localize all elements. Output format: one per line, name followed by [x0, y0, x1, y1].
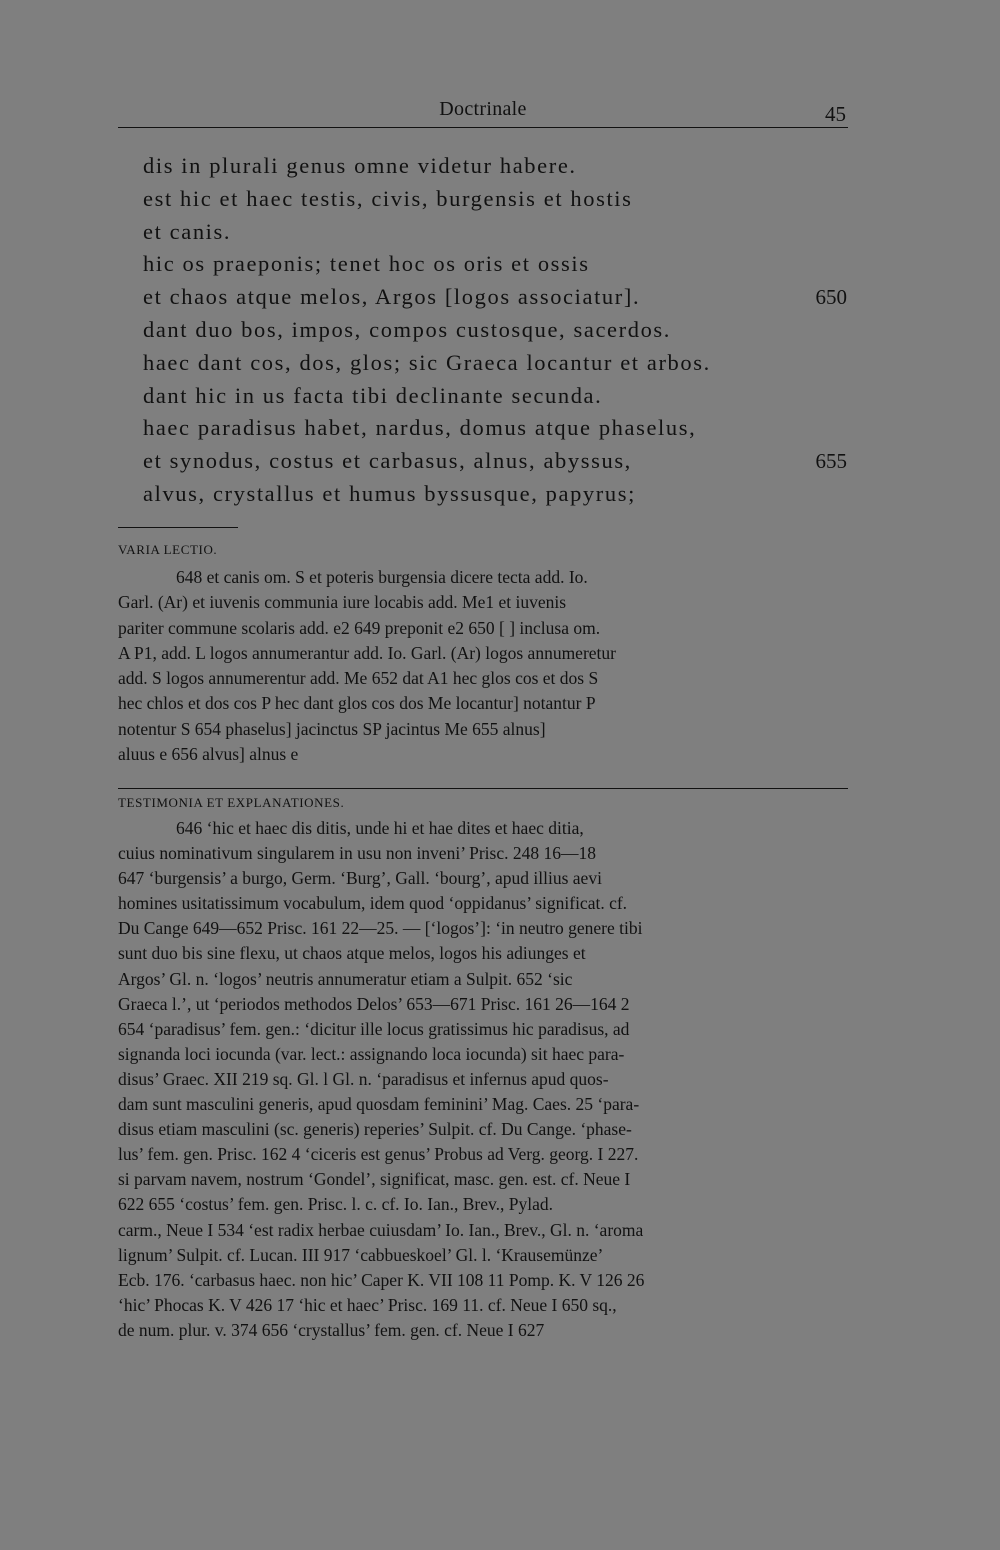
verse-number: 650: [815, 285, 847, 310]
note-line: lus’ fem. gen. Prisc. 162 4 ‘ciceris est genus’ Probus ad Verg. georg. I 227.: [118, 1144, 639, 1165]
note-line: pariter commune scolaris add. e2 649 preponit e2 650 [ ] inclusa om.: [118, 617, 601, 638]
verse-line: [143, 478, 853, 511]
verse-line: [143, 183, 853, 216]
apparatus-divider: [118, 527, 238, 528]
note-line: 647 ‘burgensis’ a burgo, Germ. ‘Burg’, Gall. ‘bourg’, apud illius aevi: [118, 868, 602, 889]
note-line: lignum’ Sulpit. cf. Lucan. III 917 ‘cabbueskoel’ Gl. l. ‘Krausemünze’: [118, 1244, 604, 1265]
verse-text: [143, 150, 853, 511]
varia-lectio-heading: VARIA LECTIO.: [118, 542, 218, 557]
page-number: 45: [825, 102, 846, 126]
note-line: hec chlos et dos cos P hec dant glos cos dos Me locantur] notantur P: [118, 693, 596, 714]
verse-line: [143, 445, 853, 478]
verse-line: [143, 150, 853, 183]
header-rule: [118, 127, 848, 128]
note-line: 622 655 ‘costus’ fem. gen. Prisc. l. c. cf. Io. Ian., Brev., Pylad.: [118, 1194, 553, 1215]
note-line: add. S logos annumerentur add. Me 652 dat A1 hec glos cos et dos S: [118, 668, 599, 689]
running-head: [118, 94, 848, 128]
note-line: 646 ‘hic et haec dis ditis, unde hi et hae dites et haec ditia,: [176, 818, 584, 838]
verse-text-line: haec paradisus habet, nardus, domus atque phaselus,: [143, 415, 697, 441]
verse-text-line: et synodus, costus et carbasus, alnus, abyssus,: [143, 448, 632, 474]
verse-text-line: dant duo bos, impos, compos custosque, sacerdos.: [143, 316, 671, 342]
note-line: cuius nominativum singularem in usu non inveni’ Prisc. 248 16—18: [118, 843, 596, 864]
verse-line: [143, 380, 853, 413]
note-line: disus’ Graec. XII 219 sq. Gl. l Gl. n. ‘paradisus et infernus apud quos-: [118, 1068, 609, 1089]
verse-line: [143, 248, 853, 281]
verse-text-line: hic os praeponis; tenet hoc os oris et ossis: [143, 251, 590, 277]
verse-text-line: dant hic in us facta tibi declinante secunda.: [143, 382, 603, 408]
note-line: disus etiam masculini (sc. generis) reperies’ Sulpit. cf. Du Cange. ‘phase-: [118, 1119, 632, 1140]
note-line: dam sunt masculini generis, apud quosdam feminini’ Mag. Caes. 25 ‘para-: [118, 1094, 640, 1115]
note-line: Argos’ Gl. n. ‘logos’ neutris annumeratur etiam a Sulpit. 652 ‘sic: [118, 968, 573, 989]
running-title: Doctrinale: [439, 98, 527, 120]
note-line: notentur S 654 phaselus] jacinctus SP jacintus Me 655 alnus]: [118, 718, 546, 739]
verse-text-line: est hic et haec testis, civis, burgensis et hostis: [143, 185, 633, 211]
varia-lectio-notes: [118, 565, 848, 767]
note-line: A P1, add. L logos annumerantur add. Io. Garl. (Ar) logos annumeretur: [118, 642, 616, 663]
testimonia-heading: TESTIMONIA ET EXPLANATIONES.: [118, 795, 345, 810]
note-line: de num. plur. v. 374 656 ‘crystallus’ fem. gen. cf. Neue I 627: [118, 1319, 545, 1340]
note-line: 654 ‘paradisus’ fem. gen.: ‘dicitur ille locus gratissimus hic paradisus, ad: [118, 1018, 630, 1039]
note-line: Du Cange 649—652 Prisc. 161 22—25. — [‘logos’]: ‘in neutro genere tibi: [118, 918, 643, 939]
verse-text-line: haec dant cos, dos, glos; sic Graeca locantur et arbos.: [143, 349, 711, 375]
note-line: signanda loci iocunda (var. lect.: assignando loca iocunda) sit haec para-: [118, 1043, 625, 1064]
verse-line: [143, 281, 853, 314]
note-line: homines usitatissimum vocabulum, idem quod ‘oppidanus’ significat. cf.: [118, 893, 628, 914]
note-line: si parvam navem, nostrum ‘Gondel’, significat, masc. gen. est. cf. Neue I: [118, 1169, 631, 1190]
note-line: Garl. (Ar) et iuvenis communia iure locabis add. Me1 et iuvenis: [118, 592, 567, 613]
verse-text-line: dis in plurali genus omne videtur habere.: [143, 153, 577, 178]
verse-text-line: alvus, crystallus et humus byssusque, papyrus;: [143, 480, 636, 506]
verse-line: [143, 412, 853, 445]
note-line: Graeca l.’, ut ‘periodos methodos Delos’ 653—671 Prisc. 161 26—164 2: [118, 993, 630, 1014]
verse-line: [143, 314, 853, 347]
verse-number: 655: [815, 449, 847, 474]
note-line: sunt duo bis sine flexu, ut chaos atque melos, logos his adiunges et: [118, 943, 586, 964]
note-line: aluus e 656 alvus] alnus e: [118, 744, 299, 765]
note-line: ‘hic’ Phocas K. V 426 17 ‘hic et haec’ Prisc. 169 11. cf. Neue I 650 sq.,: [118, 1294, 617, 1315]
testimonia-divider: [118, 788, 848, 789]
verse-text-line: et chaos atque melos, Argos [logos associatur].: [143, 284, 641, 310]
note-line: Ecb. 176. ‘carbasus haec. non hic’ Caper K. VII 108 11 Pomp. K. V 126 26: [118, 1269, 645, 1290]
note-line: carm., Neue I 534 ‘est radix herbae cuiusdam’ Io. Ian., Brev., Gl. n. ‘aroma: [118, 1219, 644, 1240]
verse-line: [143, 216, 853, 249]
verse-line: [143, 347, 853, 380]
note-line: 648 et canis om. S et poteris burgensia dicere tecta add. Io.: [176, 567, 588, 587]
verse-text-line: et canis.: [143, 218, 232, 244]
testimonia-notes: [118, 816, 848, 1343]
